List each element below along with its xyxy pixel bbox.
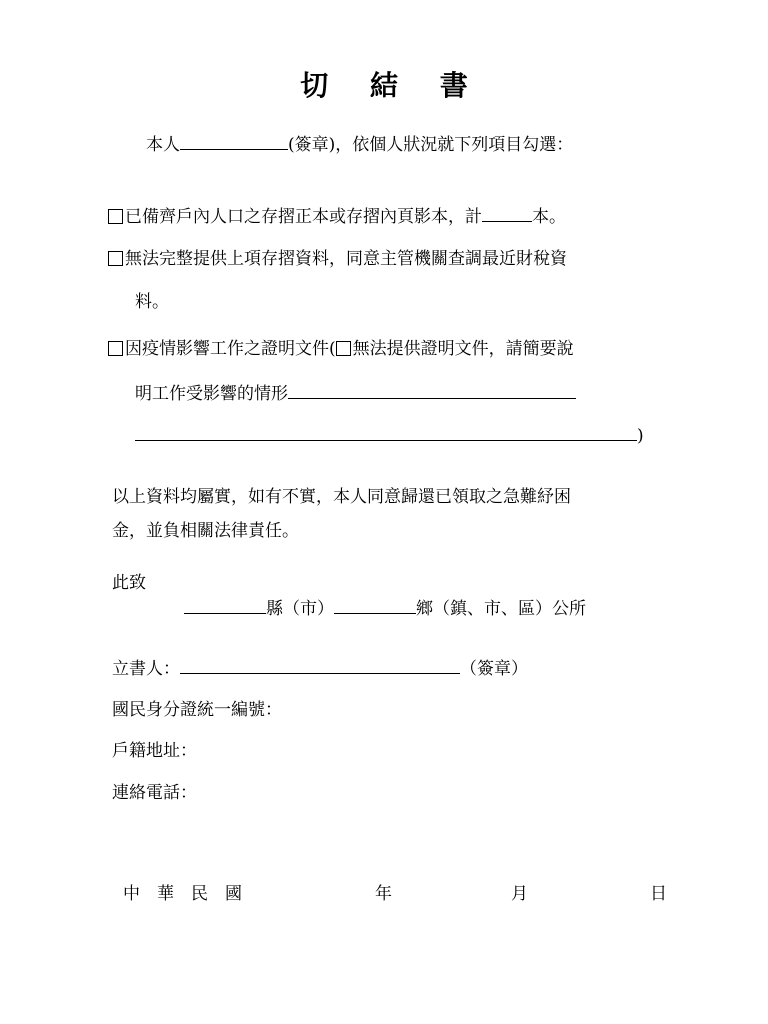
- item2-line1: 無法完整提供上項存摺資料，同意主管機關查調最近財稅資: [125, 249, 567, 269]
- item3-line3: [135, 426, 644, 445]
- date-day: 日: [650, 884, 667, 904]
- statement-line-1: 以上資料均屬實，如有不實，本人同意歸還已領取之急難紓困: [112, 487, 571, 507]
- phone-label: 連絡電話：: [112, 783, 197, 803]
- intro-suffix: (簽章)，依個人狀況就下列項目勾選：: [288, 135, 574, 155]
- title-char: 切: [300, 69, 329, 102]
- item2-line2: 料。: [135, 292, 169, 312]
- checkbox-item-2: [108, 251, 567, 268]
- date-era: 中華民國: [123, 884, 259, 904]
- document-title: [0, 69, 768, 102]
- checkbox[interactable]: [108, 341, 123, 356]
- item3-line3-suffix: ): [637, 426, 644, 446]
- signer-name-line: [112, 659, 528, 678]
- item3-line2: [135, 384, 576, 403]
- item1-suffix: 本。: [532, 207, 566, 227]
- title-char: 結: [369, 69, 398, 102]
- situation-blank-2[interactable]: [135, 426, 637, 441]
- item1-text: 已備齊戶內人口之存摺正本或存摺內頁影本，計: [125, 207, 482, 227]
- statement-line-2: 金，並負相關法律責任。: [112, 521, 299, 541]
- intro-line: [146, 135, 573, 154]
- county-blank[interactable]: [184, 599, 266, 614]
- township-blank[interactable]: [334, 599, 416, 614]
- situation-blank[interactable]: [288, 384, 576, 399]
- checkbox-item-3: [108, 341, 574, 358]
- title-char: 書: [439, 69, 468, 102]
- item3-line2-text: 明工作受影響的情形: [135, 384, 288, 404]
- recipient-line-1: 此致: [112, 573, 146, 593]
- township-label: 鄉（鎮、市、區）公所: [416, 599, 586, 619]
- signer-name-label: 立書人：: [112, 659, 180, 679]
- seal-label: （簽章）: [460, 659, 528, 679]
- intro-prefix: 本人: [146, 135, 180, 155]
- address-label: 戶籍地址：: [112, 741, 197, 761]
- item3-line1b: 無法提供證明文件，請簡要說: [352, 339, 574, 359]
- item3-line1a: 因疫情影響工作之證明文件(: [125, 339, 336, 359]
- count-blank[interactable]: [482, 207, 532, 222]
- checkbox-item-1: [108, 207, 566, 226]
- name-blank[interactable]: [180, 135, 288, 150]
- date-month: 月: [511, 884, 528, 904]
- signer-name-blank[interactable]: [180, 659, 460, 674]
- recipient-line-2: [184, 599, 586, 618]
- checkbox[interactable]: [108, 209, 123, 224]
- checkbox[interactable]: [108, 251, 123, 266]
- county-label: 縣（市）: [266, 599, 334, 619]
- checkbox[interactable]: [336, 341, 351, 356]
- id-number-label: 國民身分證統一編號：: [112, 700, 282, 720]
- date-year: 年: [375, 884, 392, 904]
